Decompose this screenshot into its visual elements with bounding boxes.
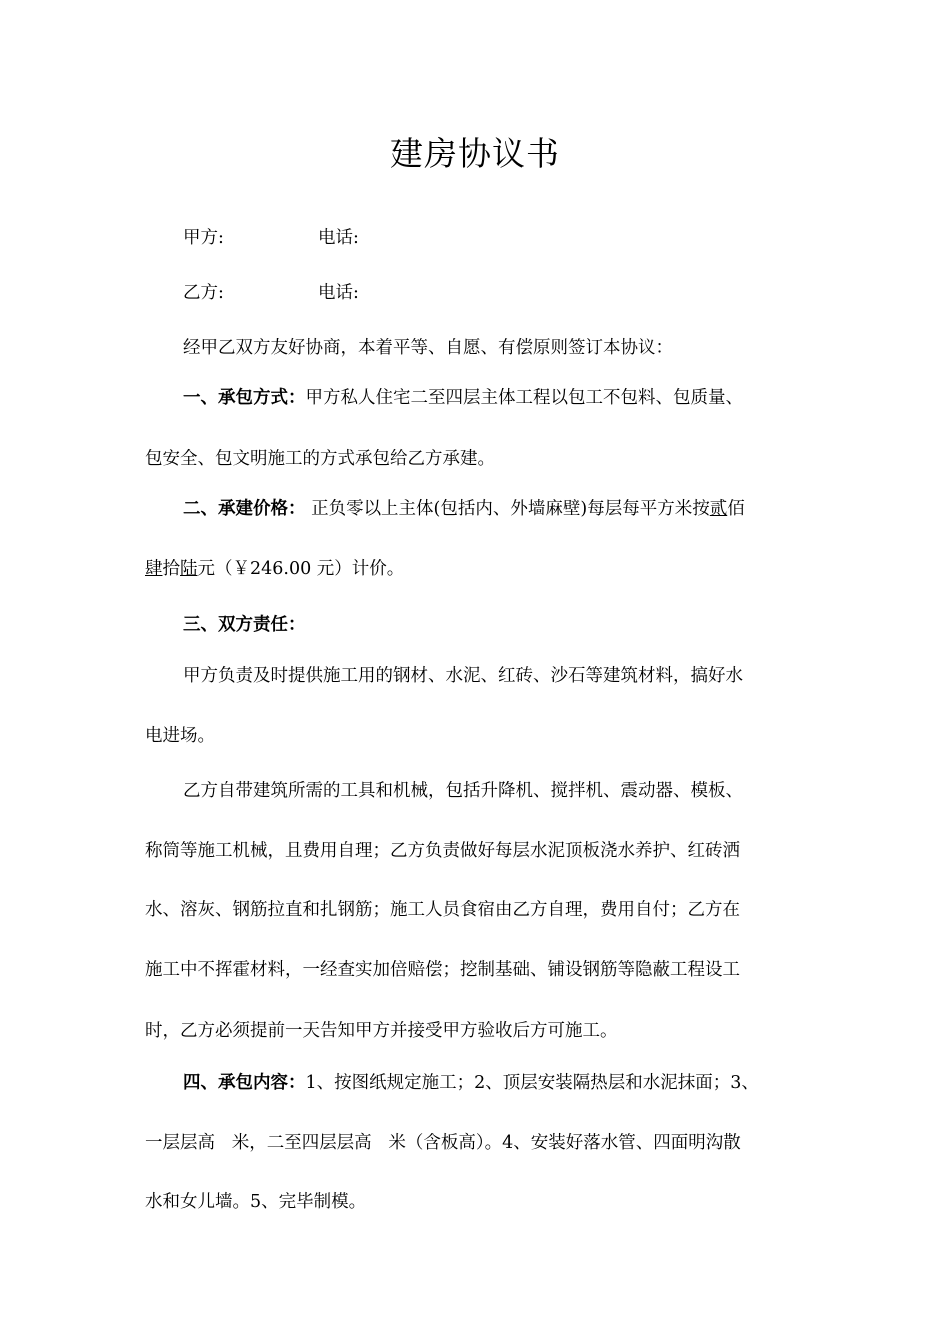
section2-text-2a: 拾 [162,559,180,579]
section3-p2-line1: 乙方自带建筑所需的工具和机械，包括升降机、搅拌机、震动器、模板、 [183,781,743,801]
section2-underlined-6: 陆 [180,559,198,579]
document-title: 建房协议书 [390,134,560,173]
section3-heading: 三、双方责任： [183,615,306,635]
section3-p2-line4: 施工中不挥霍材料，一经查实加倍赔偿；挖制基础、铺设钢筋等隐蔽工程设工 [145,960,740,980]
section1-line1 [183,386,743,410]
section2-underlined-2: 贰 [709,499,728,519]
section1-heading: 一、承包方式： [183,388,306,408]
section2-text-1a: 正负零以上主体(包括内、外墙麻壁)每层每平方米按 [305,499,710,519]
section3-p1-line1: 甲方负责及时提供施工用的钢材、水泥、红砖、沙石等建筑材料，搞好水 [183,666,743,686]
section3-p2-line3: 水、溶灰、钢筋拉直和扎钢筋；施工人员食宿由乙方自理，费用自付；乙方在 [145,900,740,920]
section1-line2: 包安全、包文明施工的方式承包给乙方承建。 [145,449,495,469]
section4-line2: 一层层高 米，二至四层层高 米（含板高）。4、安装好落水管、四面明沟散 [145,1133,741,1153]
intro-paragraph: 经甲乙双方友好协商，本着平等、自愿、有偿原则签订本协议： [183,338,673,358]
section2-text-1b: 佰 [727,499,745,519]
section2-line1 [183,497,745,521]
section3-p2-line2: 称筒等施工机械，且费用自理；乙方负责做好每层水泥顶板浇水养护、红砖洒 [145,841,740,861]
section4-line1 [183,1071,759,1095]
section4-text-1: 1、按图纸规定施工；2、顶层安装隔热层和水泥抹面；3、 [305,1073,759,1093]
section3-p1-line2: 电进场。 [145,726,215,746]
section2-underlined-4: 肆 [145,559,163,579]
section1-text-1: 甲方私人住宅二至四层主体工程以包工不包料、包质量、 [305,388,743,408]
section2-line2 [145,557,404,581]
section2-heading: 二、承建价格： [183,499,306,519]
party-b-phone-label: 电话: [318,283,359,303]
party-b-label: 乙方: [183,283,224,303]
section4-line3: 水和女儿墙。5、完毕制模。 [145,1192,367,1212]
party-a-phone-label: 电话: [318,228,359,248]
party-a-label: 甲方: [183,228,224,248]
section2-text-2b: 元（￥246.00 元）计价。 [197,559,405,579]
section4-heading: 四、承包内容： [183,1073,306,1093]
section3-p2-line5: 时，乙方必须提前一天告知甲方并接受甲方验收后方可施工。 [145,1021,618,1041]
